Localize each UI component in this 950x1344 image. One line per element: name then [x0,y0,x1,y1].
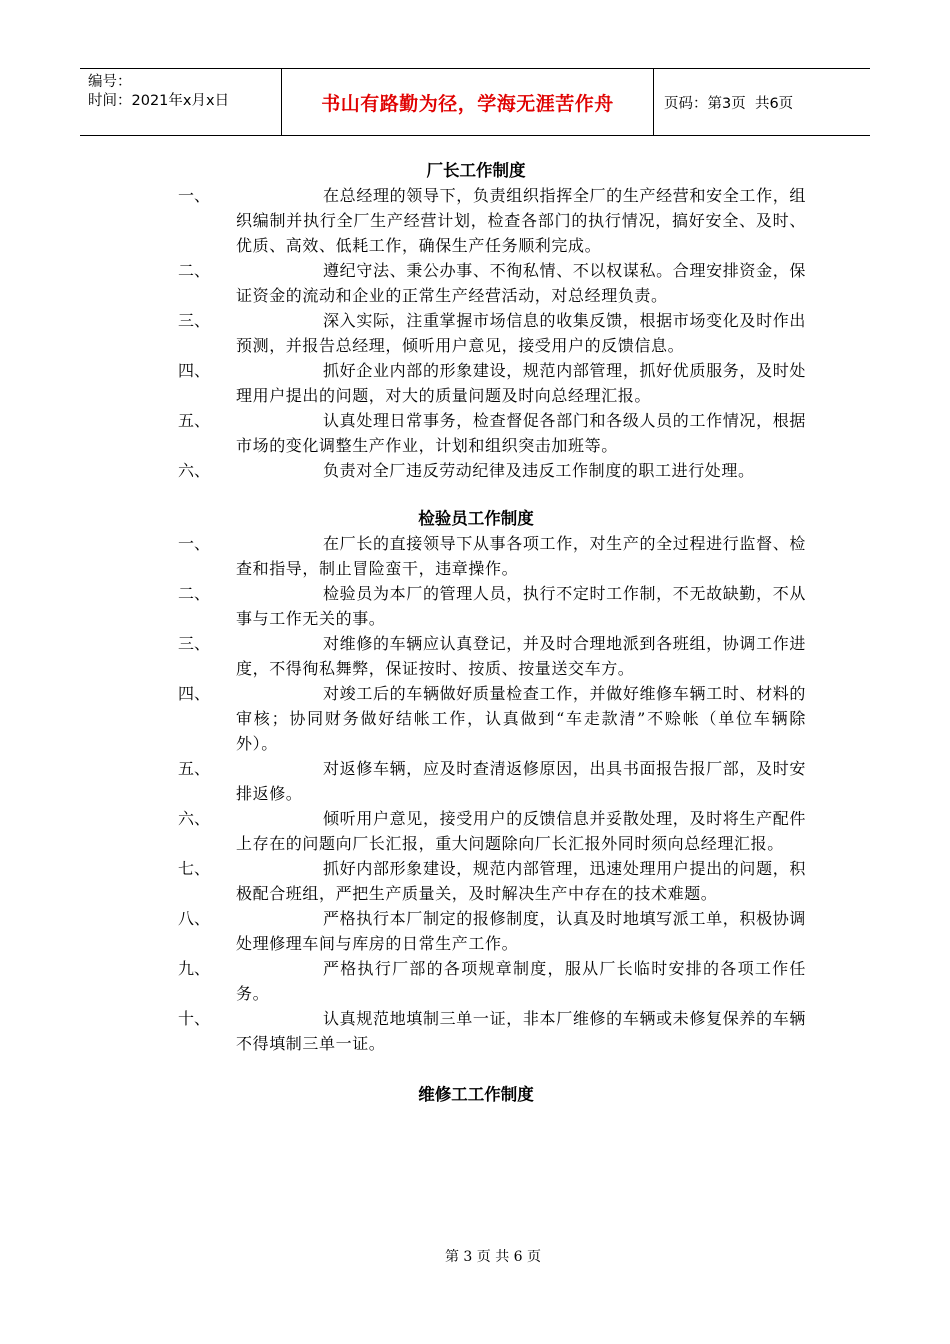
page-header [80,68,870,136]
list-item [176,1006,806,1056]
document-number-label: 编号： [88,74,132,90]
header-page-label: 页码：第3页 共6页 [664,95,794,112]
item-text: 抓好内部形象建设，规范内部管理，迅速处理用户提出的问题，积极配合班组，严把生产质量关，及时解决生产中存在的技术难题。 [236,859,806,903]
item-number: 八、 [178,909,211,928]
list-item [176,681,806,756]
item-number: 四、 [178,684,211,703]
item-text: 在厂长的直接领导下从事各项工作，对生产的全过程进行监督、检查和指导，制止冒险蛮干，违章操作。 [236,534,806,578]
item-number: 三、 [178,311,211,330]
item-text: 认真规范地填制三单一证，非本厂维修的车辆或未修复保养的车辆不得填制三单一证。 [236,1009,806,1053]
section-title-repairman: 维修工工作制度 [418,1085,534,1104]
list-item [176,531,806,581]
item-number: 六、 [178,461,211,480]
item-text: 对竣工后的车辆做好质量检查工作，并做好维修车辆工时、材料的审核；协同财务做好结帐工作，认真做到“车走款清”不赊帐（单位车辆除外）。 [236,684,806,753]
item-number: 十、 [178,1009,211,1028]
item-number: 六、 [178,809,211,828]
item-number: 一、 [178,534,211,553]
item-number: 一、 [178,186,211,205]
item-text: 检验员为本厂的管理人员，执行不定时工作制，不无故缺勤，不从事与工作无关的事。 [236,584,806,628]
footer-page-number: 第 3 页 共 6 页 [444,1249,542,1265]
list-item [176,956,806,1006]
item-number: 二、 [178,261,211,280]
item-text: 严格执行厂部的各项规章制度，服从厂长临时安排的各项工作任务。 [236,959,806,1003]
header-meta [80,69,282,135]
list-item [176,756,806,806]
item-text: 负责对全厂违反劳动纪律及违反工作制度的职工进行处理。 [323,461,755,480]
document-body [176,158,816,1107]
item-number: 四、 [178,361,211,380]
document-time-label: 时间：2021年x月x日 [88,93,230,109]
section-title-factory-director: 厂长工作制度 [426,161,526,180]
list-item [176,906,806,956]
item-number: 二、 [178,584,211,603]
item-text: 对返修车辆，应及时查清返修原因，出具书面报告报厂部，及时安排返修。 [236,759,806,803]
item-text: 倾听用户意见，接受用户的反馈信息并妥散处理，及时将生产配件上存在的问题向厂长汇报，重大问题除向厂长汇报外同时须向总经理汇报。 [236,809,806,853]
list-item [176,631,806,681]
item-number: 七、 [178,859,211,878]
header-page-info [654,69,870,135]
list-item [176,358,806,408]
list-item [176,806,806,856]
item-text: 在总经理的领导下，负责组织指挥全厂的生产经营和安全工作，组织编制并执行全厂生产经营计划，检查各部门的执行情况，搞好安全、及时、优质、高效、低耗工作，确保生产任务顺利完成。 [236,186,806,255]
item-text: 认真处理日常事务，检查督促各部门和各级人员的工作情况，根据市场的变化调整生产作业，计划和组织突击加班等。 [236,411,806,455]
item-number: 九、 [178,959,211,978]
list-item [176,308,806,358]
section-title-inspector: 检验员工作制度 [418,509,534,528]
item-text: 遵纪守法、秉公办事、不徇私情、不以权谋私。合理安排资金，保证资金的流动和企业的正常生产经营活动，对总经理负责。 [236,261,806,305]
page-footer [0,1246,950,1266]
list-item [176,581,806,631]
item-number: 五、 [178,759,211,778]
list-item [176,183,806,258]
list-item [176,408,806,458]
list-item [176,258,806,308]
item-text: 抓好企业内部的形象建设，规范内部管理，抓好优质服务，及时处理用户提出的问题，对大的质量问题及时向总经理汇报。 [236,361,806,405]
list-item [176,458,806,483]
item-text: 深入实际，注重掌握市场信息的收集反馈，根据市场变化及时作出预测，并报告总经理，倾听用户意见，接受用户的反馈信息。 [236,311,806,355]
item-text: 对维修的车辆应认真登记，并及时合理地派到各班组，协调工作进度，不得徇私舞弊，保证按时、按质、按量送交车方。 [236,634,806,678]
item-text: 严格执行本厂制定的报修制度，认真及时地填写派工单，积极协调处理修理车间与库房的日常生产工作。 [236,909,806,953]
item-number: 五、 [178,411,211,430]
header-motto: 书山有路勤为径，学海无涯苦作舟 [282,69,654,135]
item-number: 三、 [178,634,211,653]
list-item [176,856,806,906]
